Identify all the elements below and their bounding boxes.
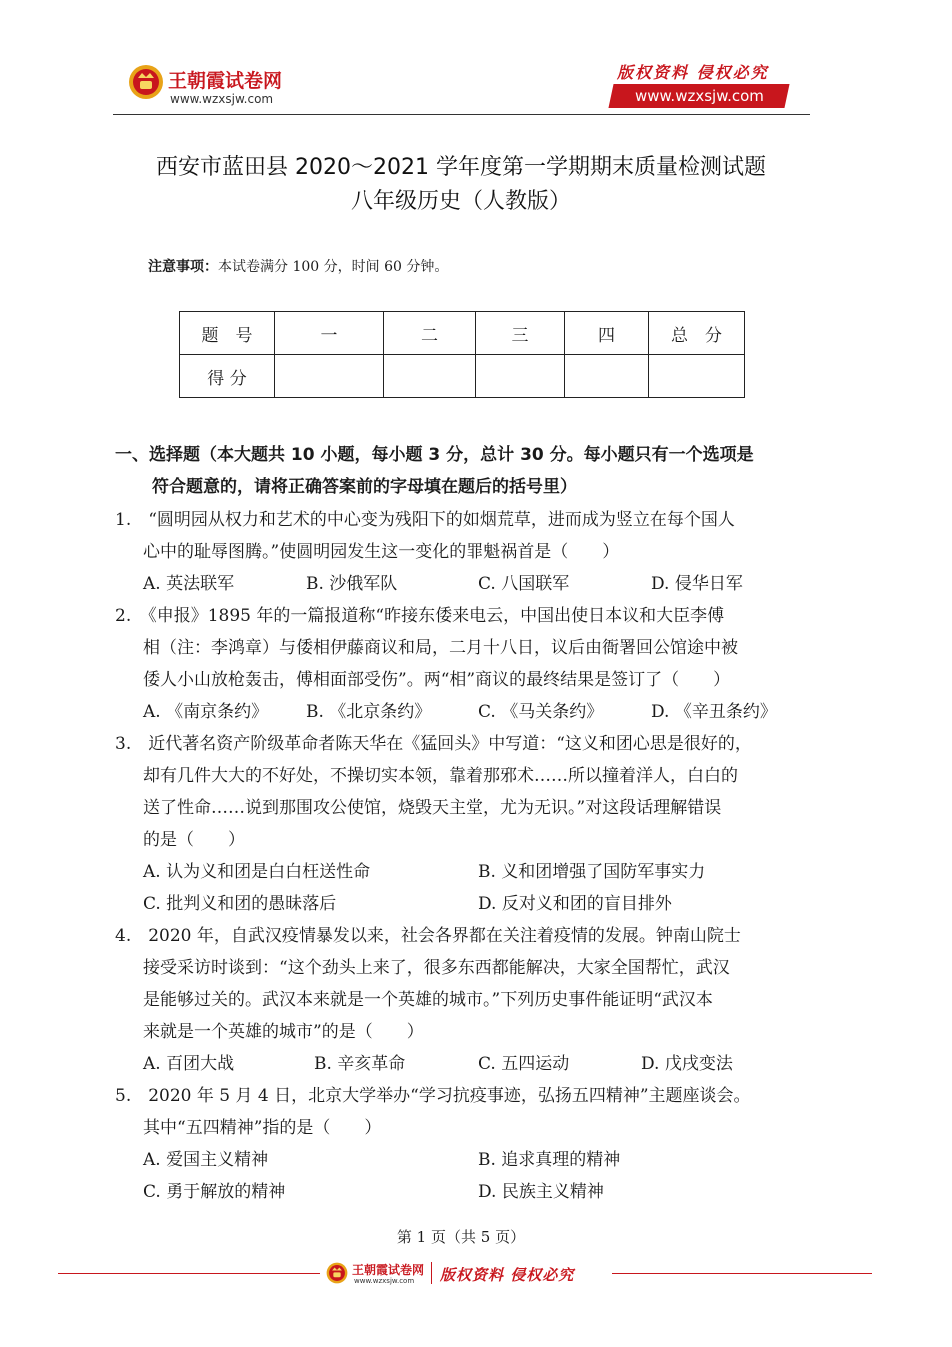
question-3-option-d[interactable]: D. 反对义和团的盲目排外 [478, 894, 672, 914]
score-cell[interactable] [476, 355, 565, 398]
question-4-option-b[interactable]: B. 辛亥革命 [314, 1054, 406, 1074]
notice-label: 注意事项： [148, 259, 218, 275]
question-4-line-2: 接受采访时谈到：“这个劲头上来了，很多东西都能解决，大家全国帮忙，武汉 [143, 958, 730, 978]
question-4-option-c[interactable]: C. 五四运动 [478, 1054, 570, 1074]
page-title: 西安市蓝田县 2020～2021 学年度第一学期期末质量检测试题 [156, 155, 766, 180]
footer-seal-icon [326, 1262, 348, 1284]
question-2-option-c[interactable]: C. 《马关条约》 [478, 702, 604, 722]
score-cell[interactable] [384, 355, 476, 398]
score-header-cell: 四 [565, 312, 649, 355]
question-3-line-4: 的是（ ） [143, 830, 245, 850]
question-2-line-3: 倭人小山放枪轰击，傅相面部受伤”。两“相”商议的最终结果是签订了（ ） [143, 670, 731, 690]
question-5-line-2: 其中“五四精神”指的是（ ） [143, 1118, 382, 1138]
brand-seal-icon [128, 64, 164, 100]
question-3-option-c[interactable]: C. 批判义和团的愚昧落后 [143, 894, 337, 914]
notice-text: 本试卷满分 100 分，时间 60 分钟。 [218, 259, 449, 275]
question-2-line-1: 2. 《申报》1895 年的一篇报道称“昨接东倭来电云，中国出使日本议和大臣李傅 [115, 606, 725, 626]
score-cell[interactable] [275, 355, 384, 398]
question-5-option-d[interactable]: D. 民族主义精神 [478, 1182, 604, 1202]
score-table-score-row [180, 355, 745, 398]
score-header-cell: 一 [275, 312, 384, 355]
question-3-line-2: 却有几件大大的不好处，不操切实本领，靠着那邪术……所以撞着洋人，白白的 [143, 766, 738, 786]
footer-brand: 王朝霞试卷网 [352, 1263, 425, 1277]
question-2-option-b[interactable]: B. 《北京条约》 [306, 702, 432, 722]
header-url[interactable]: www.wzxsjw.com [170, 92, 274, 106]
question-2-option-a[interactable]: A. 《南京条约》 [143, 702, 269, 722]
question-1-option-d[interactable]: D. 侵华日军 [651, 574, 743, 594]
score-header-cell: 题 号 [180, 312, 275, 355]
question-5-option-c[interactable]: C. 勇于解放的精神 [143, 1182, 286, 1202]
question-1-option-a[interactable]: A. 英法联军 [143, 574, 235, 594]
footer-copyright: 版权资料 侵权必究 [440, 1266, 575, 1284]
header-url-box[interactable] [608, 84, 789, 108]
score-table-header-row [180, 312, 745, 355]
score-header-cell: 总 分 [649, 312, 745, 355]
footer-rule-left [58, 1273, 320, 1274]
header-copyright: 版权资料 侵权必究 [617, 63, 769, 82]
header-brand: 王朝霞试卷网 [168, 70, 283, 92]
header-url-box-text: www.wzxsjw.com [634, 87, 764, 105]
question-5-line-1: 5. 2020 年 5 月 4 日，北京大学举办“学习抗疫事迹，弘扬五四精神”主题座谈会。 [115, 1086, 751, 1106]
page-number: 第 1 页（共 5 页） [396, 1228, 526, 1246]
question-3-option-b[interactable]: B. 义和团增强了国防军事实力 [478, 862, 706, 882]
question-1-option-c[interactable]: C. 八国联军 [478, 574, 570, 594]
notice [148, 256, 448, 276]
score-header-cell: 三 [476, 312, 565, 355]
header-divider [113, 114, 810, 115]
score-cell[interactable] [565, 355, 649, 398]
question-3-line-3: 送了性命……说到那围攻公使馆，烧毁天主堂，尤为无识。”对这段话理解错误 [143, 798, 722, 818]
score-cell[interactable] [649, 355, 745, 398]
question-5-option-a[interactable]: A. 爱国主义精神 [143, 1150, 269, 1170]
score-table [179, 311, 745, 398]
question-3-line-1: 3. 近代著名资产阶级革命者陈天华在《猛回头》中写道：“这义和团心思是很好的， [115, 734, 752, 754]
footer-url[interactable]: www.wzxsjw.com [354, 1277, 415, 1285]
footer-rule-right [612, 1273, 872, 1274]
page-subtitle: 八年级历史（人教版） [350, 189, 571, 214]
question-1-line-1: 1. “圆明园从权力和艺术的中心变为残阳下的如烟荒草，进而成为竖立在每个国人 [115, 510, 735, 530]
question-4-line-3: 是能够过关的。武汉本来就是一个英雄的城市。”下列历史事件能证明“武汉本 [143, 990, 713, 1010]
score-header-cell: 二 [384, 312, 476, 355]
footer-separator [431, 1262, 432, 1284]
question-1-line-2: 心中的耻辱图腾。”使圆明园发生这一变化的罪魁祸首是（ ） [143, 542, 620, 562]
question-4-option-d[interactable]: D. 戊戌变法 [641, 1054, 733, 1074]
question-4-line-1: 4. 2020 年，自武汉疫情暴发以来，社会各界都在关注着疫情的发展。钟南山院士 [115, 926, 741, 946]
score-row-label: 得 分 [180, 355, 275, 398]
question-2-option-d[interactable]: D. 《辛丑条约》 [651, 702, 777, 722]
question-5-option-b[interactable]: B. 追求真理的精神 [478, 1150, 621, 1170]
question-4-line-4: 来就是一个英雄的城市”的是（ ） [143, 1022, 424, 1042]
section-heading-cont: 符合题意的，请将正确答案前的字母填在题后的括号里） [152, 477, 577, 497]
question-4-option-a[interactable]: A. 百团大战 [143, 1054, 235, 1074]
question-3-option-a[interactable]: A. 认为义和团是白白枉送性命 [143, 862, 371, 882]
section-heading: 一、选择题（本大题共 10 小题，每小题 3 分，总计 30 分。每小题只有一个选项是 [115, 445, 754, 465]
question-2-line-2: 相（注：李鸿章）与倭相伊藤商议和局，二月十八日，议后由衙署回公馆途中被 [143, 638, 738, 658]
question-1-option-b[interactable]: B. 沙俄军队 [306, 574, 398, 594]
